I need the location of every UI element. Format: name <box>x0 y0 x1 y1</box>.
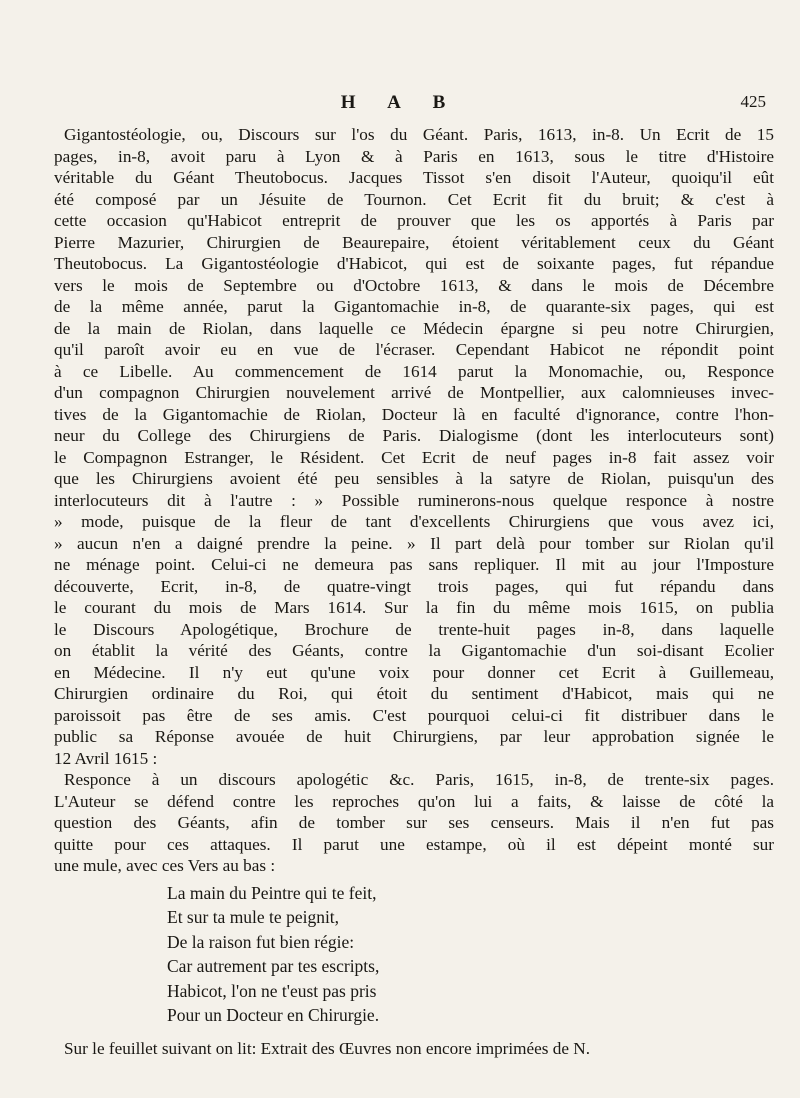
text-line: Responce à un discours apologétic &c. Paris, 1615, in-8, de trente-six pages. <box>64 770 774 789</box>
poem-verse: Car autrement par tes escripts, <box>167 956 380 976</box>
page-number: 425 <box>740 92 766 111</box>
text-line: Theutobocus. La Gigantostéologie d'Habicot, qui est de soixante pages, fut répandue <box>54 254 774 273</box>
text-line: Chirurgien ordinaire du Roi, qui étoit du sentiment d'Habicot, mais qui ne <box>54 684 774 703</box>
poem <box>167 881 774 1028</box>
poem-verse: Et sur ta mule te peignit, <box>167 907 340 927</box>
spacer <box>54 1028 774 1038</box>
text-line: tives de la Gigantomachie de Riolan, Docteur là en faculté d'ignorance, contre l'hon- <box>54 404 774 424</box>
poem-verse: Habicot, l'on ne t'eust pas pris <box>167 980 377 1001</box>
poem-verse: Pour un Docteur en Chirurgie. <box>167 1005 380 1025</box>
text-line: paroissoit pas être de ses amis. C'est pourquoi celui-ci fit distribuer dans le <box>54 705 774 725</box>
paragraph-responce <box>54 769 774 877</box>
text-line: » aucun n'en a daigné prendre la peine. » Il part delà pour tomber sur Riolan qu'il <box>54 533 774 553</box>
text-line: d'un compagnon Chirurgien nouvelement arrivé de Montpellier, aux calomnieuses invec- <box>54 383 774 402</box>
body-text <box>54 124 774 1059</box>
text-line: qu'il paroît avoir eu en vue de l'écraser. Cependant Habicot ne répondit point <box>54 340 774 359</box>
text-line: le Discours Apologétique, Brochure de trente-huit pages in-8, dans laquelle <box>54 619 774 639</box>
text-line: Sur le feuillet suivant on lit: Extrait des Œuvres non encore imprimées de N. <box>64 1038 591 1058</box>
text-line: interlocuteurs dit à l'autre : » Possible ruminerons-nous quelque responce à nostre <box>54 490 774 510</box>
text-line: été composé par un Jésuite de Tournon. Cet Ecrit fit du bruit; & c'est à <box>54 189 774 209</box>
text-line: 12 Avril 1615 : <box>54 748 158 768</box>
text-line: découverte, Ecrit, in-8, de quatre-vingt trois pages, qui fut répandu dans <box>54 576 774 596</box>
text-line: on établit la vérité des Géants, contre la Gigantomachie d'un soi-disant Ecolier <box>54 641 774 660</box>
text-line: question des Géants, afin de tomber sur ses censeurs. Mais il n'en fut pas <box>54 813 774 832</box>
text-line: de la main de Riolan, dans laquelle ce Médecin épargne si peu notre Chirurgien, <box>54 318 774 338</box>
text-line: neur du College des Chirurgiens de Paris. Dialogisme (dont les interlocuteurs sont) <box>54 426 774 445</box>
paragraph-feuillet <box>54 1038 774 1060</box>
text-line: L'Auteur se défend contre les reproches qu'on lui a faits, & laisse de côté la <box>54 791 774 811</box>
poem-verse: La main du Peintre qui te feit, <box>167 882 377 903</box>
text-line: à ce Libelle. Au commencement de 1614 parut la Monomachie, ou, Responce <box>54 361 774 381</box>
text-line: véritable du Géant Theutobocus. Jacques Tissot s'en disoit l'Auteur, quoiqu'il eût <box>54 168 774 187</box>
text-line: pages, in-8, avoit paru à Lyon & à Paris en 1613, sous le titre d'Histoire <box>54 146 774 166</box>
text-line: » mode, puisque de la fleur de tant d'excellents Chirurgiens que vous avez ici, <box>54 512 774 531</box>
text-line: le courant du mois de Mars 1614. Sur la fin du même mois 1615, on publia <box>54 598 774 617</box>
text-line: vers le mois de Septembre ou d'Octobre 1613, & dans le mois de Décembre <box>54 275 774 295</box>
text-line: que les Chirurgiens avoient été peu sensibles à la satyre de Riolan, puisqu'un des <box>54 469 774 488</box>
text-line: cette occasion qu'Habicot entreprit de prouver que les os apportés à Paris par <box>54 211 774 230</box>
text-line: en Médecine. Il n'y eut qu'une voix pour donner cet Ecrit à Guillemeau, <box>54 662 774 682</box>
poem-verse: De la raison fut bien régie: <box>167 931 355 952</box>
text-line: le Compagnon Estranger, le Résident. Cet Ecrit de neuf pages in-8 fait assez voir <box>54 447 774 467</box>
text-line: ne ménage point. Celui-ci ne demeura pas sans repliquer. Il mit au jour l'Imposture <box>54 555 774 574</box>
text-line: une mule, avec ces Vers au bas : <box>54 856 276 875</box>
text-line: Gigantostéologie, ou, Discours sur l'os du Géant. Paris, 1613, in-8. Un Ecrit de 15 <box>64 125 774 144</box>
text-line: de la même année, parut la Gigantomachie in-8, de quarante-six pages, qui est <box>54 297 774 316</box>
running-head <box>0 92 800 116</box>
text-line: quitte pour ces attaques. Il parut une estampe, où il est dépeint monté sur <box>54 834 774 854</box>
paragraph-gigantosteologie <box>54 124 774 769</box>
text-line: public sa Réponse avouée de huit Chirurgiens, par leur approbation signée le <box>54 727 774 746</box>
running-title: H A B <box>340 92 460 113</box>
text-line: Pierre Mazurier, Chirurgien de Beaurepaire, étoient véritablement ceux du Géant <box>54 232 774 252</box>
